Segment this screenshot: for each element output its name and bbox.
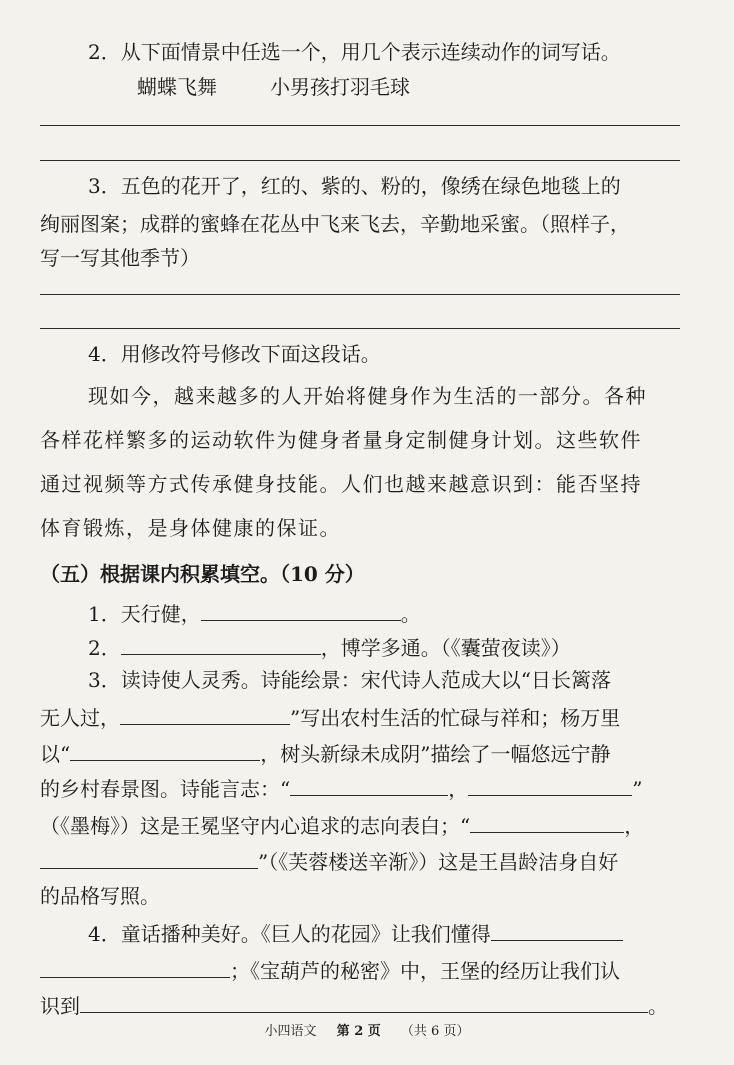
answer-line[interactable] xyxy=(40,328,680,329)
footer-page: 第 2 页 xyxy=(336,1024,381,1039)
item-3-l5-comma: ， xyxy=(624,814,645,838)
blank-3d[interactable] xyxy=(468,773,632,796)
blank-3b[interactable] xyxy=(70,738,260,761)
item-3-line4 xyxy=(40,773,642,803)
blank-1[interactable] xyxy=(201,598,401,621)
item-1-text: 1．天行健， xyxy=(88,602,201,626)
fill-item-2 xyxy=(88,632,571,662)
item-4-line3 xyxy=(40,990,668,1020)
item-3-l4-text: 的乡村春景图。诗能言志：“ xyxy=(40,777,291,801)
question-3-line3: 写一写其他季节） xyxy=(40,246,200,270)
option-badminton: 小男孩打羽毛球 xyxy=(270,75,410,99)
page-footer xyxy=(0,1020,734,1039)
passage-line4: 体育锻炼，是身体健康的保证。 xyxy=(40,516,341,540)
answer-line[interactable] xyxy=(40,160,680,161)
item-4-l2-text: ；《宝葫芦的秘密》中，王堡的经历让我们认 xyxy=(230,959,620,983)
blank-2[interactable] xyxy=(121,632,321,655)
item-4-l3-end: 。 xyxy=(648,994,668,1018)
blank-4c[interactable] xyxy=(80,990,648,1013)
question-4: 4．用修改符号修改下面这段话。 xyxy=(88,342,381,366)
item-2-num: 2． xyxy=(88,636,121,660)
item-3-line3 xyxy=(40,738,610,768)
answer-line[interactable] xyxy=(40,125,680,126)
item-1-end: 。 xyxy=(400,602,421,626)
item-3-line1: 3．读诗使人灵秀。诗能绘景：宋代诗人范成大以“日长篱落 xyxy=(88,668,611,692)
blank-3a[interactable] xyxy=(120,702,290,725)
blank-4b[interactable] xyxy=(40,955,230,978)
blank-4a[interactable] xyxy=(491,918,623,941)
answer-line[interactable] xyxy=(40,294,680,295)
passage-line3: 通过视频等方式传承健身技能。人们也越来越意识到：能否坚持 xyxy=(40,472,642,496)
item-3-l3-text: 以“ xyxy=(40,742,71,766)
fill-item-1 xyxy=(88,598,421,628)
item-3-l6-text: ”（《芙蓉楼送辛渐》）这是王昌龄洁身自好 xyxy=(258,850,619,874)
blank-3e[interactable] xyxy=(470,810,624,833)
item-3-l5-text: （《墨梅》）这是王冕坚守内心追求的志向表白；“ xyxy=(40,814,471,838)
passage-line2: 各样花样繁多的运动软件为健身者量身定制健身计划。这些软件 xyxy=(40,428,642,452)
item-4-l1-text: 4．童话播种美好。《巨人的花园》让我们懂得 xyxy=(88,922,491,946)
item-3-l2-rest: ”写出农村生活的忙碌与祥和；杨万里 xyxy=(290,706,621,730)
item-4-l3-text: 识到 xyxy=(40,994,80,1018)
blank-3c[interactable] xyxy=(290,773,448,796)
blank-3f[interactable] xyxy=(40,846,258,869)
footer-subject: 小四语文 xyxy=(264,1024,317,1039)
item-4-line2 xyxy=(40,955,620,985)
item-3-l4-quote: ” xyxy=(632,777,643,801)
item-2-text: ，博学多通。（《囊萤夜读》） xyxy=(320,636,571,660)
item-3-line6 xyxy=(40,846,618,876)
option-butterfly: 蝴蝶飞舞 xyxy=(137,75,217,99)
item-3-l3-rest: ，树头新绿未成阴”描绘了一幅悠远宁静 xyxy=(260,742,611,766)
passage-line1: 现如今，越来越多的人开始将健身作为生活的一部分。各种 xyxy=(88,384,647,408)
item-3-l2-text: 无人过， xyxy=(40,706,120,730)
section-5-title: （五）根据课内积累填空。（10 分） xyxy=(40,562,365,586)
item-3-line7: 的品格写照。 xyxy=(40,884,160,908)
item-3-line2 xyxy=(40,702,620,732)
question-3-line2: 绚丽图案；成群的蜜蜂在花丛中飞来飞去，辛勤地采蜜。（照样子， xyxy=(40,212,630,236)
footer-total: （共 6 页） xyxy=(400,1024,470,1039)
question-3-line1: 3．五色的花开了，红的、紫的、粉的，像绣在绿色地毯上的 xyxy=(88,174,621,198)
question-2: 2．从下面情景中任选一个，用几个表示连续动作的词写话。 xyxy=(88,40,621,64)
item-3-l4-comma: ， xyxy=(448,777,469,801)
item-4-line1 xyxy=(88,918,623,948)
item-3-line5 xyxy=(40,810,644,840)
